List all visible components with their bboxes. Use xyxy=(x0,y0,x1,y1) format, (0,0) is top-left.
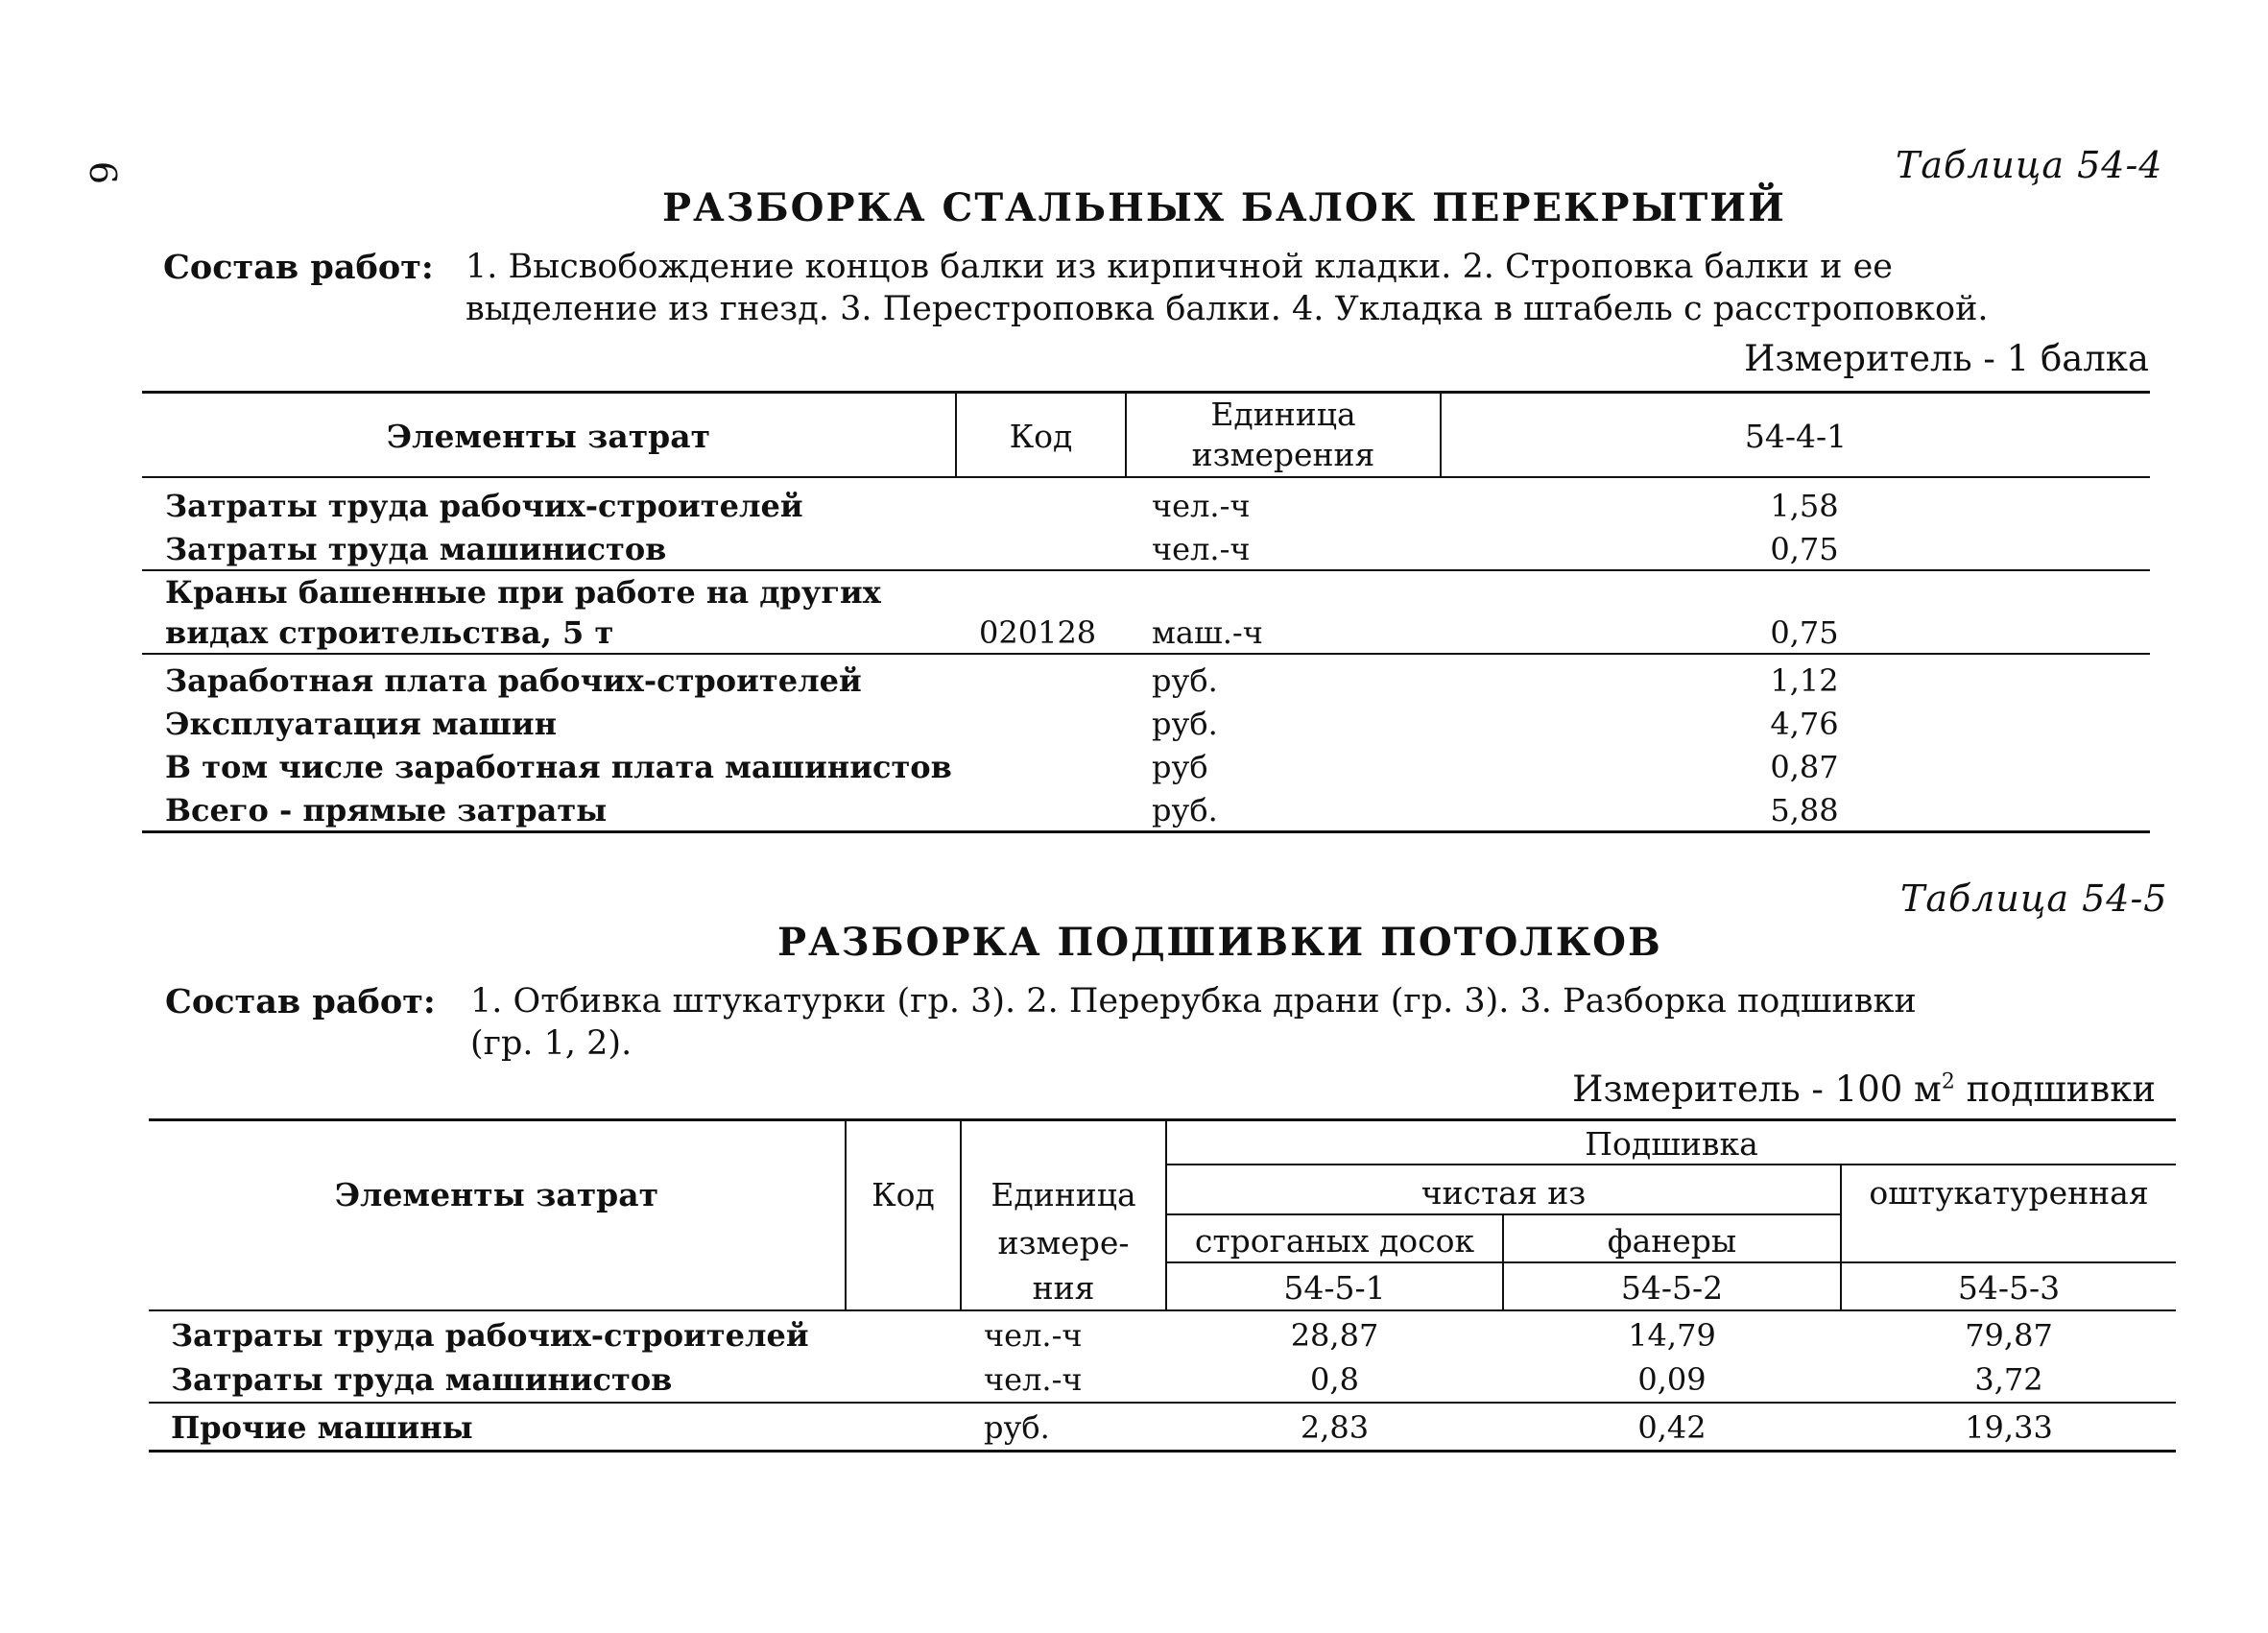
header-group: Подшивка xyxy=(1585,1125,1758,1163)
row-name: Затраты труда машинистов xyxy=(171,1361,673,1398)
row-name: Всего - прямые затраты xyxy=(165,792,608,829)
row-value: 5,88 xyxy=(1770,792,1839,829)
header-plastered: оштукатуренная xyxy=(1869,1174,2149,1212)
header-value: 54-4-1 xyxy=(1744,418,1848,455)
header-code: Код xyxy=(1009,418,1073,455)
row-name: Затраты труда рабочих-строителей xyxy=(171,1317,809,1354)
row-value-1: 0,8 xyxy=(1310,1361,1359,1398)
measure-unit xyxy=(1572,1069,2156,1110)
column-divider xyxy=(845,1120,847,1310)
row-unit: чел.-ч xyxy=(984,1317,1083,1354)
row-unit: чел.-ч xyxy=(1152,488,1251,524)
header-code-3: 54-5-3 xyxy=(1957,1269,2061,1307)
work-line: 1. Отбивка штукатурки (гр. 3). 2. Перерубка драни (гр. 3). 3. Разборка подшивки xyxy=(470,982,1917,1021)
row-name: Затраты труда рабочих-строителей xyxy=(165,488,803,524)
row-value-3: 19,33 xyxy=(1965,1409,2053,1446)
row-name: Прочие машины xyxy=(171,1409,473,1446)
work-composition-label: Состав работ: xyxy=(163,248,434,287)
row-value-2: 0,09 xyxy=(1637,1361,1707,1398)
table-bottom-rule xyxy=(142,830,2150,833)
row-name-line1: Краны башенные при работе на других xyxy=(165,574,881,611)
row-value: 1,58 xyxy=(1770,488,1839,524)
header-unit-line1: Единица xyxy=(1210,396,1356,433)
measure-text: Измеритель - 100 м xyxy=(1572,1069,1942,1110)
row-value: 0,75 xyxy=(1770,614,1839,651)
row-value-2: 14,79 xyxy=(1628,1317,1716,1354)
section-title: РАЗБОРКА СТАЛЬНЫХ БАЛОК ПЕРЕКРЫТИЙ xyxy=(662,185,1786,230)
row-value-3: 3,72 xyxy=(1974,1361,2043,1398)
table-top-rule xyxy=(149,1118,2176,1121)
row-rule xyxy=(142,653,2150,655)
page-number: 6 xyxy=(82,160,125,185)
header-rule xyxy=(142,476,2150,478)
header-plywood: фанеры xyxy=(1607,1222,1737,1260)
row-name-line2: видах строительства, 5 т xyxy=(165,614,614,651)
row-unit: руб. xyxy=(1152,706,1218,742)
measure-unit: Измеритель - 1 балка xyxy=(1744,338,2149,379)
measure-suffix: подшивки xyxy=(1954,1069,2156,1110)
header-code-2: 54-5-2 xyxy=(1620,1269,1724,1307)
work-composition-text xyxy=(470,980,1917,1065)
work-line: (гр. 1, 2). xyxy=(470,1024,633,1063)
work-line: 1. Высвобождение концов балки из кирпичной кладки. 2. Строповка балки и ее xyxy=(466,248,1894,286)
work-line: выделение из гнезд. 3. Перестроповка балки. 4. Укладка в штабель с расстроповкой. xyxy=(466,290,1989,328)
row-value: 0,87 xyxy=(1770,749,1839,785)
work-composition-text xyxy=(466,246,1989,330)
header-elements: Элементы затрат xyxy=(334,1176,659,1213)
row-value-3: 79,87 xyxy=(1965,1317,2053,1354)
row-value-1: 2,83 xyxy=(1300,1409,1370,1446)
row-unit: руб. xyxy=(1152,792,1218,829)
table-label: Таблица 54-4 xyxy=(1896,144,2163,186)
header-planed-boards: строганых досок xyxy=(1194,1222,1475,1260)
header-rule xyxy=(1165,1261,2176,1263)
row-value: 1,12 xyxy=(1770,662,1839,699)
row-unit: маш.-ч xyxy=(1152,614,1263,651)
row-name: Затраты труда машинистов xyxy=(165,531,667,567)
row-unit: руб. xyxy=(984,1409,1050,1446)
measure-superscript: 2 xyxy=(1941,1069,1955,1094)
header-unit-line1: Единица xyxy=(991,1176,1136,1213)
row-value-1: 28,87 xyxy=(1290,1317,1379,1354)
table-label: Таблица 54-5 xyxy=(1900,877,2168,920)
table-bottom-rule xyxy=(149,1450,2176,1453)
row-unit: чел.-ч xyxy=(984,1361,1083,1398)
header-clean-from: чистая из xyxy=(1420,1174,1587,1212)
row-name: Заработная плата рабочих-строителей xyxy=(165,662,862,699)
row-name: Эксплуатация машин xyxy=(165,706,558,742)
work-composition-label: Состав работ: xyxy=(165,982,436,1021)
section-title: РАЗБОРКА ПОДШИВКИ ПОТОЛКОВ xyxy=(777,920,1662,965)
row-name: В том числе заработная плата машинистов xyxy=(165,749,952,785)
header-rule xyxy=(1165,1213,1840,1215)
header-code: Код xyxy=(871,1176,935,1213)
row-value: 4,76 xyxy=(1770,706,1839,742)
row-unit: руб xyxy=(1152,749,1208,785)
row-value-2: 0,42 xyxy=(1637,1409,1707,1446)
header-unit-line2: измере- xyxy=(997,1224,1130,1261)
row-unit: чел.-ч xyxy=(1152,531,1251,567)
table-top-rule xyxy=(142,391,2150,394)
header-rule xyxy=(1165,1164,2176,1165)
header-elements: Элементы затрат xyxy=(386,418,711,455)
row-rule xyxy=(142,569,2150,571)
row-value: 0,75 xyxy=(1770,531,1839,567)
row-unit: руб. xyxy=(1152,662,1218,699)
header-unit-line2: измерения xyxy=(1191,436,1375,473)
header-rule xyxy=(149,1309,2176,1311)
header-code-1: 54-5-1 xyxy=(1283,1269,1386,1307)
header-unit-line3: ния xyxy=(1032,1269,1095,1307)
row-code: 020128 xyxy=(979,614,1097,651)
row-rule xyxy=(149,1402,2176,1404)
